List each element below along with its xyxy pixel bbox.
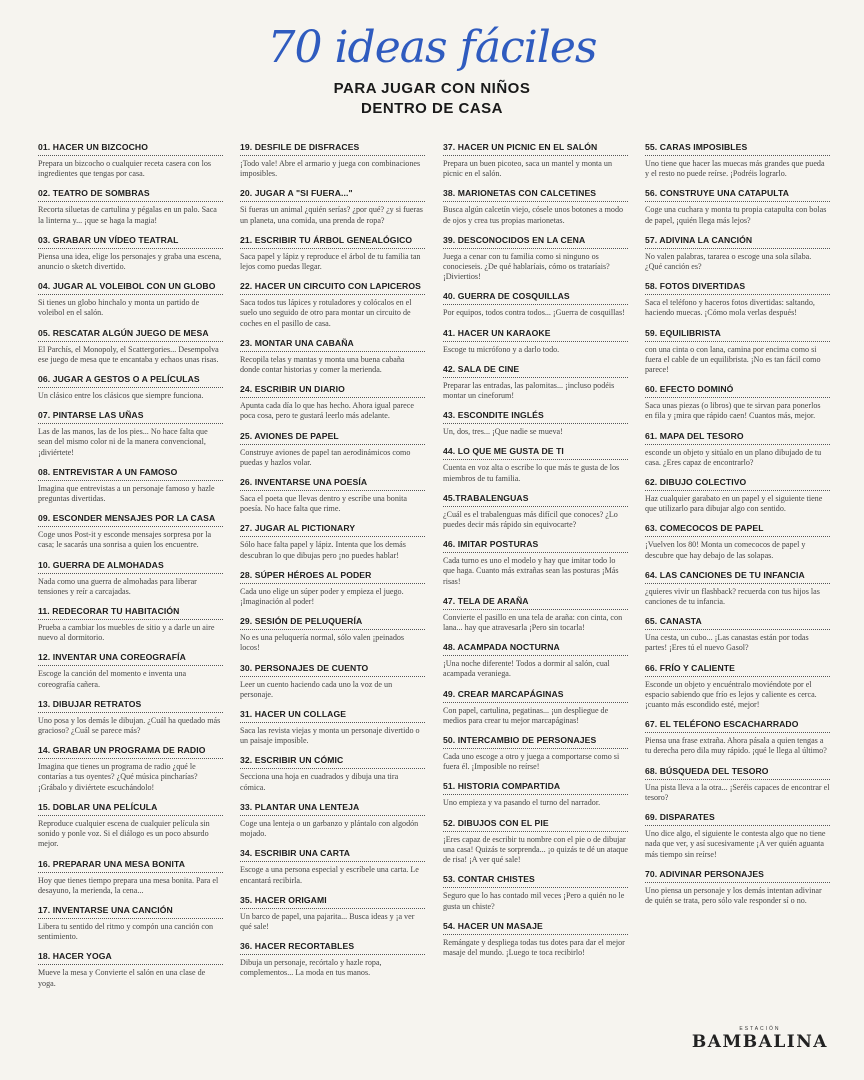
idea-description: con una cinta o con lana, camina por encima como si fuera el cable de un equilibrista. ¡No es tan fácil como parece! xyxy=(645,344,821,375)
idea-description: ¿Cuál es el trabalenguas más difícil que conoces? ¿Lo puedes decir más rápido sin equivocarte? xyxy=(443,509,618,530)
idea-description: Cada uno escoge a otro y juega a comportarse como si fuera él. ¡Imposible no reírse! xyxy=(443,752,620,772)
idea-item xyxy=(645,235,830,272)
brand-logo xyxy=(692,1026,828,1052)
idea-title: 50. INTERCAMBIO DE PERSONAJES xyxy=(443,735,628,749)
idea-item xyxy=(645,328,830,376)
idea-item xyxy=(240,616,425,653)
idea-item xyxy=(645,663,830,711)
idea-item xyxy=(38,142,223,179)
idea-item xyxy=(443,689,628,726)
idea-description: Piensa una idea, elige los personajes y graba una escena, anuncio o sketch divertido. xyxy=(38,251,222,272)
idea-item xyxy=(38,235,223,272)
idea-item xyxy=(240,281,425,329)
idea-item xyxy=(443,493,628,530)
idea-title: 57. ADIVINA LA CANCIÓN xyxy=(645,235,830,249)
idea-item xyxy=(443,291,628,318)
brand-tagline: ESTACIÓN xyxy=(739,1026,781,1032)
idea-title: 58. FOTOS DIVERTIDAS xyxy=(645,281,830,295)
idea-item xyxy=(443,235,628,283)
idea-description: Remángate y despliega todas tus dotes para dar el mejor masaje del mundo. ¡Luego te toca recibirlo! xyxy=(443,937,625,957)
idea-title: 40. GUERRA DE COSQUILLAS xyxy=(443,291,628,305)
idea-title: 43. ESCONDITE INGLÉS xyxy=(443,410,628,424)
idea-description: Apunta cada día lo que has hecho. Ahora igual parece poca cosa, pero te gustará leerlo más adelante. xyxy=(240,401,414,421)
idea-title: 08. ENTREVISTAR A UN FAMOSO xyxy=(38,467,223,481)
idea-description: Si tienes un globo hinchalo y monta un partido de voleibol en el salón. xyxy=(38,298,200,318)
idea-item xyxy=(38,328,223,365)
idea-description: Coge una cuchara y monta tu propia catapulta con bolas de papel, ¡quién llega más lejos? xyxy=(645,205,827,225)
idea-description: Escoge la canción del momento e inventa una coreografía cañera. xyxy=(38,669,187,689)
idea-description: El Parchís, el Monopoly, el Scattergories... Desempolva ese juego de mesa que te encantaba y echaos unas risas. xyxy=(38,344,219,364)
idea-item xyxy=(240,755,425,792)
idea-description: esconde un objeto y sitúalo en un plano dibujado de tu casa. ¿Eres capaz de encontrarlo? xyxy=(645,447,822,467)
idea-description: Nada como una guerra de almohadas para liberar tensiones y reír a carcajadas. xyxy=(38,576,197,596)
idea-item xyxy=(38,699,223,736)
idea-description: Imagina que tienes un programa de radio ¿qué le contarías a tus oyentes? ¿Qué música pincharías? ¡Grábalo y diviértete escuchándolo! xyxy=(38,762,198,792)
idea-title: 64. LAS CANCIONES DE TU INFANCIA xyxy=(645,570,830,584)
idea-description: Saca las revista viejas y monta un personaje divertido o un paisaje imposible. xyxy=(240,726,420,746)
idea-title: 17. INVENTARSE UNA CANCIÓN xyxy=(38,905,223,919)
idea-title: 33. PLANTAR UNA LENTEJA xyxy=(240,802,425,816)
idea-item xyxy=(240,663,425,700)
idea-title: 23. MONTAR UNA CABAÑA xyxy=(240,338,425,352)
idea-item xyxy=(645,431,830,468)
idea-item xyxy=(645,570,830,607)
idea-title: 29. SESIÓN DE PELUQUERÍA xyxy=(240,616,425,630)
idea-description: Escoge a una persona especial y escríbele una carta. Le encantará recibirla. xyxy=(240,865,419,885)
idea-description: Cada uno elige un súper poder y empieza el juego. ¡Imaginación al poder! xyxy=(240,586,404,607)
idea-description: ¡Eres capaz de escribir tu nombre con el pie o de dibujar una casa! Quizás te sorprenda... ¡o quizás te dé un ataque de risa! ¡A ver qué sale! xyxy=(443,834,628,865)
page-title: 70 ideas fáciles xyxy=(267,22,597,73)
idea-description: Por equipos, todos contra todos... ¡Guerra de cosquillas! xyxy=(443,308,625,318)
idea-title: 02. TEATRO DE SOMBRAS xyxy=(38,188,223,202)
idea-title: 21. ESCRIBIR TU ÁRBOL GENEALÓGICO xyxy=(240,235,425,249)
idea-description: Hoy que tienes tiempo prepara una mesa bonita. Para el desayuno, la merienda, la cena... xyxy=(38,875,219,895)
idea-item xyxy=(240,477,425,514)
subtitle-line-1: PARA JUGAR CON NIÑOS xyxy=(333,80,531,97)
idea-title: 61. MAPA DEL TESORO xyxy=(645,431,830,445)
idea-description: Saca el teléfono y haceros fotos divertidas: saltando, haciendo muecas. ¡Cómo mola verlas después! xyxy=(645,298,815,318)
idea-title: 35. HACER ORIGAMI xyxy=(240,895,425,909)
idea-description: Uno dice algo, el siguiente le contesta algo que no tiene nada que ver, y así sucesivamente ¡A ver quién aguanta más tiempo sin reírse! xyxy=(645,829,826,859)
idea-title: 46. IMITAR POSTURAS xyxy=(443,539,628,553)
idea-item xyxy=(443,410,628,437)
column-3 xyxy=(443,142,628,967)
idea-title: 63. COMECOCOS DE PAPEL xyxy=(645,523,830,537)
idea-description: Piensa una frase extraña. Ahora pásala a quien tengas a tu derecha pero dila muy rápido. ¡qué le llega al último? xyxy=(645,736,827,756)
idea-item xyxy=(38,606,223,643)
idea-description: ¡Vuelven los 80! Monta un comecocos de papel y descubre que hay debajo de las solapas. xyxy=(645,540,806,560)
idea-title: 38. MARIONETAS CON CALCETINES xyxy=(443,188,628,202)
idea-item xyxy=(645,142,830,179)
idea-title: 28. SÚPER HÉROES AL PODER xyxy=(240,570,425,584)
idea-description: Imagina que entrevistas a un personaje famoso y hazle preguntas divertidas. xyxy=(38,483,215,504)
idea-description: ¡Todo vale! Abre el armario y juega con combinaciones imposibles. xyxy=(240,159,421,179)
idea-title: 56. CONSTRUYE UNA CATAPULTA xyxy=(645,188,830,202)
idea-item xyxy=(443,735,628,772)
idea-description: Saca el poeta que llevas dentro y escribe una bonita poesía. No hace falta que rime. xyxy=(240,494,407,514)
idea-title: 44. LO QUE ME GUSTA DE TI xyxy=(443,446,628,460)
idea-description: Saca todos tus lápices y rotuladores y colócalos en el suelo uno seguido de otro para montar un circuito de coches en el pasillo de casa. xyxy=(240,298,412,328)
idea-item xyxy=(645,384,830,421)
idea-item xyxy=(443,188,628,225)
idea-item xyxy=(443,446,628,483)
idea-description: Un barco de papel, una pajarita... Busca ideas y ¡a ver qué sale! xyxy=(240,911,415,931)
idea-title: 19. DESFILE DE DISFRACES xyxy=(240,142,425,156)
idea-description: Cuenta en voz alta o escribe lo que más te gusta de los miembros de tu familia. xyxy=(443,463,620,483)
idea-title: 37. HACER UN PICNIC EN EL SALÓN xyxy=(443,142,628,156)
idea-item xyxy=(645,523,830,560)
idea-title: 48. ACAMPADA NOCTURNA xyxy=(443,642,628,656)
column-4 xyxy=(645,142,830,915)
idea-description: Secciona una hoja en cuadrados y dibuja una tira cómica. xyxy=(240,772,399,792)
idea-description: Libera tu sentido del ritmo y compón una canción con sentimiento. xyxy=(38,921,214,942)
idea-item xyxy=(38,281,223,318)
idea-description: Prepara un bizcocho o cualquier receta casera con los ingredientes que tengas por casa. xyxy=(38,159,212,179)
idea-item xyxy=(38,951,223,988)
idea-title: 60. EFECTO DOMINÓ xyxy=(645,384,830,398)
idea-description: Uno posa y los demás le dibujan. ¿Cuál ha quedado más gracioso? ¿Cuál se parece más? xyxy=(38,715,221,736)
idea-title: 55. CARAS IMPOSIBLES xyxy=(645,142,830,156)
idea-item xyxy=(240,802,425,839)
idea-description: Saca unas piezas (o libros) que te sirvan para ponerlos en fila y ¡mira que rápido caen! Cuantos más, mejor. xyxy=(645,401,821,421)
idea-item xyxy=(645,812,830,860)
idea-description: ¡Una noche diferente! Todos a dormir al salón, cual acampada veraniega. xyxy=(443,659,610,679)
idea-title: 26. INVENTARSE UNA POESÍA xyxy=(240,477,425,491)
idea-item xyxy=(443,328,628,355)
idea-title: 07. PINTARSE LAS UÑAS xyxy=(38,410,223,424)
idea-title: 25. AVIONES DE PAPEL xyxy=(240,431,425,445)
idea-item xyxy=(443,539,628,587)
idea-item xyxy=(645,281,830,318)
idea-title: 18. HACER YOGA xyxy=(38,951,223,965)
idea-item xyxy=(443,874,628,911)
idea-item xyxy=(240,941,425,978)
brand-name: BAMBALINA xyxy=(691,1032,828,1052)
idea-title: 12. INVENTAR UNA COREOGRAFÍA xyxy=(38,652,223,666)
idea-description: Busca algún calcetín viejo, cósele unos botones a modo de ojos y crea tus propias marionetas. xyxy=(443,205,624,225)
idea-title: 27. JUGAR AL PICTIONARY xyxy=(240,523,425,537)
idea-title: 67. EL TELÉFONO ESCACHARRADO xyxy=(645,719,830,733)
idea-item xyxy=(443,642,628,679)
idea-item xyxy=(240,895,425,932)
idea-description: Dibuja un personaje, recórtalo y hazle ropa, complementos... La moda en tus manos. xyxy=(240,958,382,978)
idea-title: 62. DIBUJO COLECTIVO xyxy=(645,477,830,491)
idea-description: Construye aviones de papel tan aerodinámicos como puedas y hazlos volar. xyxy=(240,447,411,467)
idea-description: Prepara un buen picoteo, saca un mantel y monta un picnic en el salón. xyxy=(443,159,613,179)
idea-description: Juega a cenar con tu familia como si ninguno os conocieseis. ¿De qué hablaríais, cómo os trataríais? ¡Diviertios! xyxy=(443,251,610,282)
idea-item xyxy=(38,905,223,942)
subtitle-line-2: DENTRO DE CASA xyxy=(360,100,503,117)
idea-title: 69. DISPARATES xyxy=(645,812,830,826)
idea-item xyxy=(443,364,628,401)
idea-title: 22. HACER UN CIRCUITO CON LAPICEROS xyxy=(240,281,425,295)
idea-title: 42. SALA DE CINE xyxy=(443,364,628,378)
idea-item xyxy=(645,616,830,653)
idea-description: Una cesta, un cubo... ¡Las canastas están por todas partes! ¡Eres tú el nuevo Gasol? xyxy=(645,633,809,653)
idea-title: 70. ADIVINAR PERSONAJES xyxy=(645,869,830,883)
idea-item xyxy=(240,235,425,272)
idea-item xyxy=(240,431,425,468)
idea-item xyxy=(38,467,223,504)
idea-title: 31. HACER UN COLLAGE xyxy=(240,709,425,723)
idea-item xyxy=(38,374,223,401)
idea-description: Coge una lenteja o un garbanzo y plántalo con algodón mojado. xyxy=(240,818,419,839)
idea-item xyxy=(240,848,425,885)
idea-title: 52. DIBUJOS CON EL PIE xyxy=(443,818,628,832)
idea-item xyxy=(645,188,830,225)
idea-title: 05. RESCATAR ALGÚN JUEGO DE MESA xyxy=(38,328,223,342)
idea-title: 10. GUERRA DE ALMOHADAS xyxy=(38,560,223,574)
idea-description: ¿quieres vivir un flashback? recuerda con tus hijos las canciones de tu infancia. xyxy=(645,586,820,607)
idea-title: 66. FRÍO Y CALIENTE xyxy=(645,663,830,677)
idea-description: Cada turno es uno el modelo y hay que imitar todo lo que haga. Cuanto más extrañas sean las posturas ¡Más risas! xyxy=(443,556,619,586)
idea-description: Esconde un objeto y encuéntralo moviéndote por el espacio sabiendo que frío es lejos y caliente es cerca. ¡cuanto más escondido esté, mejor! xyxy=(645,679,817,710)
idea-description: No es una peluquería normal, sólo valen ¡peinados locos! xyxy=(240,633,405,653)
idea-description: Recorta siluetas de cartulina y pégalas en un palo. Saca la linterna y... ¡que se haga la magia! xyxy=(38,205,217,225)
idea-item xyxy=(38,188,223,225)
idea-item xyxy=(38,560,223,597)
idea-description: Recopila telas y mantas y monta una buena cabaña donde contar historias y comer la merienda. xyxy=(240,354,405,375)
idea-title: 36. HACER RECORTABLES xyxy=(240,941,425,955)
idea-item xyxy=(38,652,223,689)
idea-description: Leer un cuento haciendo cada uno la voz de un personaje. xyxy=(240,679,393,699)
idea-description: Mueve la mesa y Convierte el salón en una clase de yoga. xyxy=(38,968,206,988)
idea-item xyxy=(645,869,830,906)
column-1 xyxy=(38,142,223,998)
idea-title: 09. ESCONDER MENSAJES POR LA CASA xyxy=(38,513,223,527)
idea-title: 65. CANASTA xyxy=(645,616,830,630)
idea-item xyxy=(38,513,223,550)
idea-description: Uno piensa un personaje y los demás intentan adivinar de quién se trata, pero sólo vale responder sí o no. xyxy=(645,885,822,905)
idea-item xyxy=(443,781,628,808)
idea-title: 20. JUGAR A "SI FUERA..." xyxy=(240,188,425,202)
idea-title: 06. JUGAR A GESTOS O A PELÍCULAS xyxy=(38,374,223,388)
idea-title: 41. HACER UN KARAOKE xyxy=(443,328,628,342)
idea-title: 30. PERSONAJES DE CUENTO xyxy=(240,663,425,677)
idea-title: 01. HACER UN BIZCOCHO xyxy=(38,142,223,156)
idea-title: 53. CONTAR CHISTES xyxy=(443,874,628,888)
idea-description: Convierte el pasillo en una tela de araña: con cinta, con lana... hay que atravesarla ¡Pero sin tocarla! xyxy=(443,612,623,633)
idea-description: Si fueras un animal ¿quién serías? ¿por qué? ¿y si fueras un planeta, una comida, una prenda de ropa? xyxy=(240,205,423,225)
idea-item xyxy=(240,142,425,179)
idea-item xyxy=(240,523,425,560)
idea-item xyxy=(443,142,628,179)
idea-title: 03. GRABAR UN VÍDEO TEATRAL xyxy=(38,235,223,249)
idea-description: Coge unos Post-it y esconde mensajes sorpresa por la casa; le sacarás una sonrisa a quien los encuentre. xyxy=(38,530,212,550)
idea-item xyxy=(38,745,223,793)
idea-description: Saca papel y lápiz y reproduce el árbol de tu familia tan lejos como puedas llegar. xyxy=(240,251,421,272)
idea-item xyxy=(38,410,223,458)
idea-title: 04. JUGAR AL VOLEIBOL CON UN GLOBO xyxy=(38,281,223,295)
idea-description: Prueba a cambiar los muebles de sitio y a darle un aire nuevo al dormitorio. xyxy=(38,623,215,643)
idea-title: 49. CREAR MARCAPÁGINAS xyxy=(443,689,628,703)
idea-title: 45.TRABALENGUAS xyxy=(443,493,628,507)
idea-description: Uno tiene que hacer las muecas más grandes que pueda y el resto no puede reírse. ¡Podréis lograrlo. xyxy=(645,159,825,179)
idea-title: 16. PREPARAR UNA MESA BONITA xyxy=(38,859,223,873)
idea-title: 11. REDECORAR TU HABITACIÓN xyxy=(38,606,223,620)
idea-title: 51. HISTORIA COMPARTIDA xyxy=(443,781,628,795)
idea-description: Escoge tu micrófono y a darlo todo. xyxy=(443,344,560,354)
idea-title: 14. GRABAR UN PROGRAMA DE RADIO xyxy=(38,745,223,759)
idea-item xyxy=(443,596,628,633)
idea-description: No valen palabras, tararea o escoge una sola sílaba. ¿Qué canción es? xyxy=(645,251,812,272)
idea-title: 68. BÚSQUEDA DEL TESORO xyxy=(645,766,830,780)
idea-item xyxy=(240,188,425,225)
idea-item xyxy=(38,802,223,850)
column-2 xyxy=(240,142,425,988)
idea-description: Seguro que lo has contado mil veces ¡Pero a quién no le gusta un chiste? xyxy=(443,891,625,911)
idea-description: Un, dos, tres... ¡Que nadie se mueva! xyxy=(443,427,563,437)
idea-description: Con papel, cartulina, pegatinas... ¡un despliegue de medios para crear tu mejor marcapáginas! xyxy=(443,705,609,725)
idea-description: Haz cualquier garabato en un papel y el siguiente tiene que utilizarlo para dibujar algo con sentido. xyxy=(645,494,823,514)
idea-title: 24. ESCRIBIR UN DIARIO xyxy=(240,384,425,398)
idea-item xyxy=(240,570,425,607)
idea-description: Preparar las entradas, las palomitas... ¡incluso podéis montar un cineforum! xyxy=(443,380,615,401)
idea-title: 39. DESCONOCIDOS EN LA CENA xyxy=(443,235,628,249)
idea-item xyxy=(645,766,830,803)
idea-item xyxy=(645,477,830,514)
idea-item xyxy=(240,338,425,375)
idea-description: Sólo hace falta papel y lápiz. Intenta que los demás descubran lo que dibujas pero ¡no puedes hablar! xyxy=(240,540,406,560)
idea-item xyxy=(240,384,425,421)
idea-description: Un clásico entre los clásicos que siempre funciona. xyxy=(38,391,204,401)
idea-title: 47. TELA DE ARAÑA xyxy=(443,596,628,610)
idea-item xyxy=(645,719,830,756)
idea-item xyxy=(443,818,628,866)
idea-title: 32. ESCRIBIR UN CÓMIC xyxy=(240,755,425,769)
idea-description: Las de las manos, las de los pies... No hace falta que sean del mismo color ni de la manera convencional, ¡diviértete! xyxy=(38,427,208,457)
idea-item xyxy=(38,859,223,896)
idea-title: 15. DOBLAR UNA PELÍCULA xyxy=(38,802,223,816)
idea-title: 13. DIBUJAR RETRATOS xyxy=(38,699,223,713)
idea-item xyxy=(240,709,425,746)
idea-description: Uno empieza y va pasando el turno del narrador. xyxy=(443,798,601,808)
idea-title: 59. EQUILIBRISTA xyxy=(645,328,830,342)
idea-item xyxy=(443,921,628,958)
idea-title: 34. ESCRIBIR UNA CARTA xyxy=(240,848,425,862)
idea-description: Reproduce cualquier escena de cualquier película sin sonido y ponle voz. Si el diálogo es un poco absurdo mejor. xyxy=(38,818,210,849)
header xyxy=(0,0,864,140)
idea-title: 54. HACER UN MASAJE xyxy=(443,921,628,935)
idea-description: Una pista lleva a la otra... ¡Seréis capaces de encontrar el tesoro? xyxy=(645,782,830,802)
